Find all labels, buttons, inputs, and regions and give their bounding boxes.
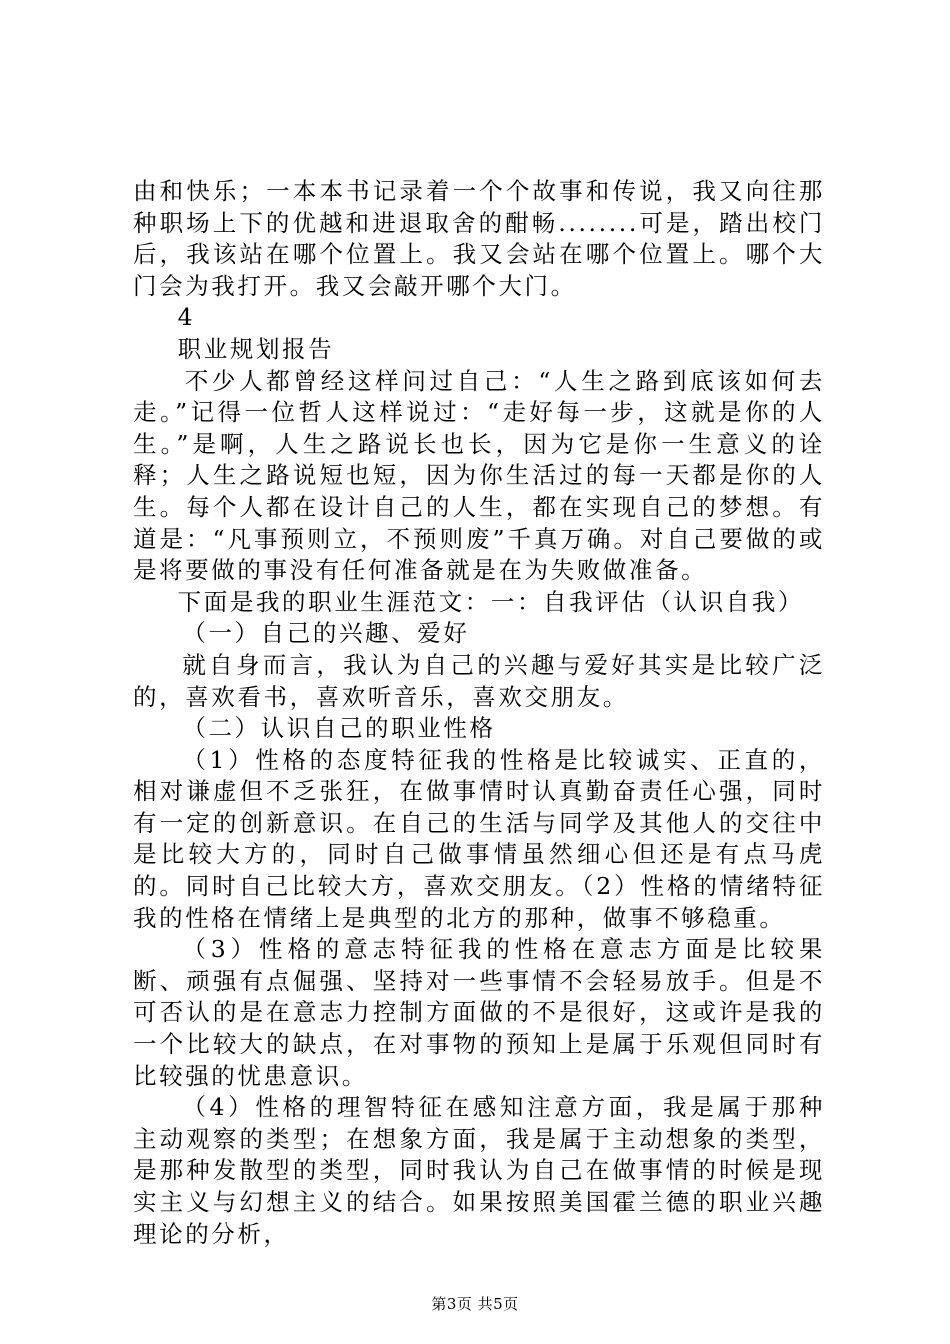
subheading-personality: （二）认识自己的职业性格	[182, 714, 496, 743]
document-body	[133, 176, 825, 1250]
paragraph-interests: 就自身而言，我认为自己的兴趣与爱好其实是比较广泛的，喜欢看书，喜欢听音乐，喜欢交朋友。	[133, 650, 825, 711]
paragraph-intro: 不少人都曾经这样问过自己：“人生之路到底该如何去走。”记得一位哲人这样说过：“走好每一步，这就是你的人生。”是啊，人生之路说长也长，因为它是你一生意义的诠释；人生之路说短也短，因为你生活过的每一天都是你的人生。每个人都在设计自己的人生，都在实现自己的梦想。有道是：“凡事预则立，不预则废”千真万确。对自己要做的或是将要做的事没有任何准备就是在为失败做准备。	[133, 366, 825, 585]
paragraph-intellect-traits: （4）性格的理智特征在感知注意方面，我是属于那种主动观察的类型；在想象方面，我是属于主动想象的类型，是那种发散型的类型，同时我认为自己在做事情的时候是现实主义与幻想主义的结合。如果按照美国霍兰德的职业兴趣理论的分析，	[133, 1093, 825, 1248]
subheading-interests: （一）自己的兴趣、爱好	[182, 619, 470, 648]
paragraph-will-traits: （3）性格的意志特征我的性格在意志方面是比较果断、顽强有点倔强、坚持对一些事情不会轻易放手。但是不可否认的是在意志力控制方面做的不是很好，这或许是我的一个比较大的缺点，在对事物的预知上是属于乐观但同时有比较强的忧患意识。	[133, 935, 825, 1090]
paragraph-attitude-traits: （1）性格的态度特征我的性格是比较诚实、正直的，相对谦虚但不乏张狂，在做事情时认真勤奋责任心强，同时有一定的创新意识。在自己的生活与同学及其他人的交往中是比较大方的，同时自己做事情虽然细心但还是有点马虎的。同时自己比较大方，喜欢交朋友。（2）性格的情绪特征我的性格在情绪上是典型的北方的那种，做事不够稳重。	[133, 745, 825, 932]
page-footer: 第3页 共5页	[431, 1295, 519, 1313]
section-number: 4	[177, 303, 196, 332]
report-title: 职业规划报告	[177, 334, 335, 363]
paragraph-heading-self-assessment: 下面是我的职业生涯范文：一：自我评估（认识自我）	[177, 587, 805, 616]
paragraph-continuation: 由和快乐；一本本书记录着一个个故事和传说，我又向往那种职场上下的优越和进退取舍的酣畅........可是，踏出校门后，我该站在哪个位置上。我又会站在哪个位置上。哪个大门会为我打开。我又会敲开哪个大门。	[133, 177, 825, 300]
